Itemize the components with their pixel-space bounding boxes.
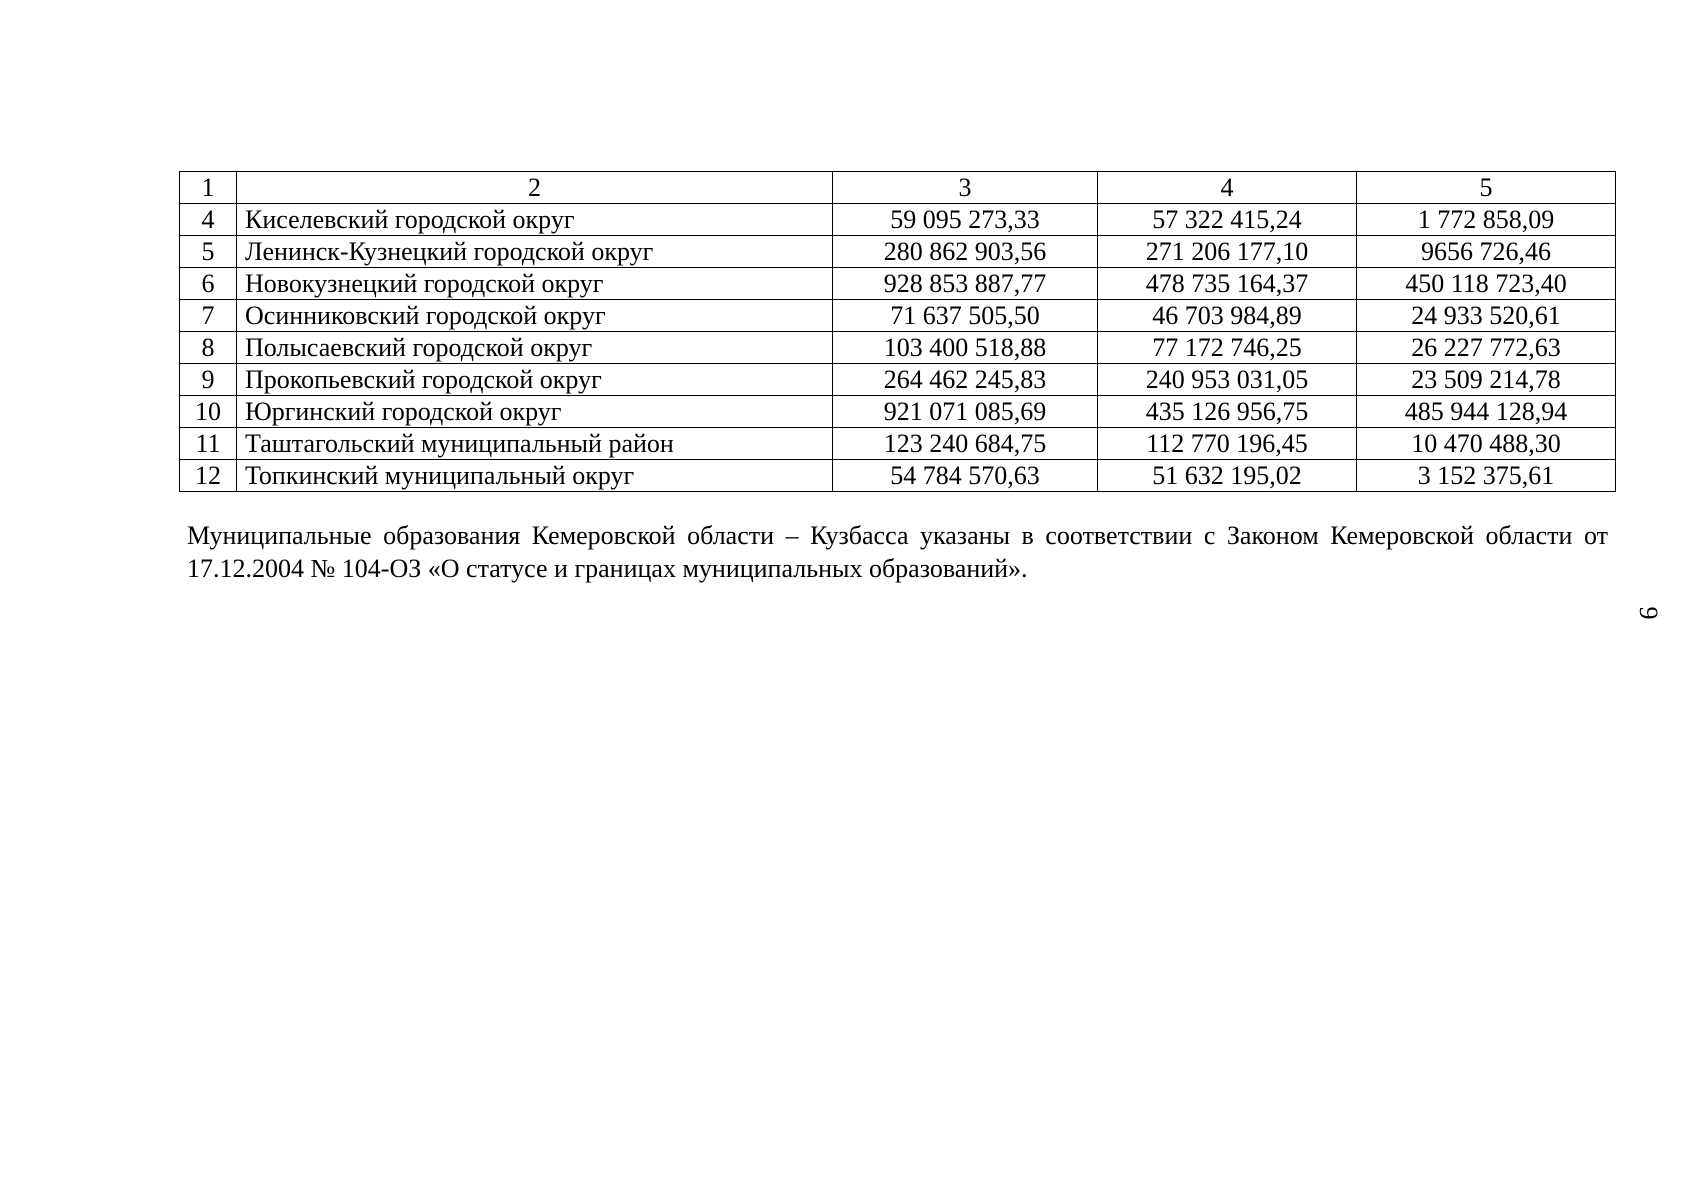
- column-4-value-cell: 240 953 031,05: [1098, 364, 1357, 396]
- table-row: [180, 428, 1616, 460]
- footnote: Муниципальные образования Кемеровской области – Кузбасса указаны в соответствии с Законом Кемеровской области от 17.12.2004 № 104-ОЗ «О статусе и границах муниципальных образований».: [187, 521, 1608, 583]
- column-3-value-cell: 103 400 518,88: [833, 332, 1098, 364]
- column-header-5: 5: [1357, 172, 1616, 204]
- table-row: [180, 300, 1616, 332]
- municipality-name-cell: Юргинский городской округ: [237, 396, 833, 428]
- municipality-name-cell: Полысаевский городской округ: [237, 332, 833, 364]
- column-3-value-cell: 264 462 245,83: [833, 364, 1098, 396]
- column-4-value-cell: 478 735 164,37: [1098, 268, 1357, 300]
- column-5-value-cell: 10 470 488,30: [1357, 428, 1616, 460]
- table-row: [180, 204, 1616, 236]
- row-number-cell: 6: [180, 268, 237, 300]
- table-row: [180, 364, 1616, 396]
- column-4-value-cell: 435 126 956,75: [1098, 396, 1357, 428]
- column-4-value-cell: 57 322 415,24: [1098, 204, 1357, 236]
- column-3-value-cell: 123 240 684,75: [833, 428, 1098, 460]
- municipality-name-cell: Ленинск-Кузнецкий городской округ: [237, 236, 833, 268]
- table-row: [180, 236, 1616, 268]
- column-3-value-cell: 59 095 273,33: [833, 204, 1098, 236]
- column-3-value-cell: 928 853 887,77: [833, 268, 1098, 300]
- row-number-cell: 5: [180, 236, 237, 268]
- column-header-2: 2: [237, 172, 833, 204]
- municipality-name-cell: Осинниковский городской округ: [237, 300, 833, 332]
- municipality-name-cell: Таштагольский муниципальный район: [237, 428, 833, 460]
- table-body: [180, 172, 1616, 492]
- row-number-cell: 9: [180, 364, 237, 396]
- row-number-cell: 12: [180, 460, 237, 492]
- column-5-value-cell: 23 509 214,78: [1357, 364, 1616, 396]
- table-row: [180, 396, 1616, 428]
- column-3-value-cell: 921 071 085,69: [833, 396, 1098, 428]
- row-number-cell: 8: [180, 332, 237, 364]
- data-table: [179, 171, 1616, 492]
- municipality-name-cell: Киселевский городской округ: [237, 204, 833, 236]
- municipality-name-cell: Топкинский муниципальный округ: [237, 460, 833, 492]
- column-5-value-cell: 450 118 723,40: [1357, 268, 1616, 300]
- column-4-value-cell: 112 770 196,45: [1098, 428, 1357, 460]
- column-4-value-cell: 271 206 177,10: [1098, 236, 1357, 268]
- column-5-value-cell: 1 772 858,09: [1357, 204, 1616, 236]
- column-3-value-cell: 54 784 570,63: [833, 460, 1098, 492]
- row-number-cell: 10: [180, 396, 237, 428]
- column-header-1: 1: [180, 172, 237, 204]
- table-header-row: [180, 172, 1616, 204]
- table-row: [180, 268, 1616, 300]
- column-5-value-cell: 24 933 520,61: [1357, 300, 1616, 332]
- table-row: [180, 460, 1616, 492]
- page-number: 9: [1634, 606, 1663, 620]
- row-number-cell: 4: [180, 204, 237, 236]
- table-row: [180, 332, 1616, 364]
- column-5-value-cell: 9656 726,46: [1357, 236, 1616, 268]
- column-4-value-cell: 51 632 195,02: [1098, 460, 1357, 492]
- column-3-value-cell: 280 862 903,56: [833, 236, 1098, 268]
- column-4-value-cell: 46 703 984,89: [1098, 300, 1357, 332]
- row-number-cell: 11: [180, 428, 237, 460]
- column-5-value-cell: 26 227 772,63: [1357, 332, 1616, 364]
- column-header-4: 4: [1098, 172, 1357, 204]
- municipality-name-cell: Новокузнецкий городской округ: [237, 268, 833, 300]
- column-header-3: 3: [833, 172, 1098, 204]
- column-5-value-cell: 3 152 375,61: [1357, 460, 1616, 492]
- column-4-value-cell: 77 172 746,25: [1098, 332, 1357, 364]
- municipality-name-cell: Прокопьевский городской округ: [237, 364, 833, 396]
- column-3-value-cell: 71 637 505,50: [833, 300, 1098, 332]
- row-number-cell: 7: [180, 300, 237, 332]
- column-5-value-cell: 485 944 128,94: [1357, 396, 1616, 428]
